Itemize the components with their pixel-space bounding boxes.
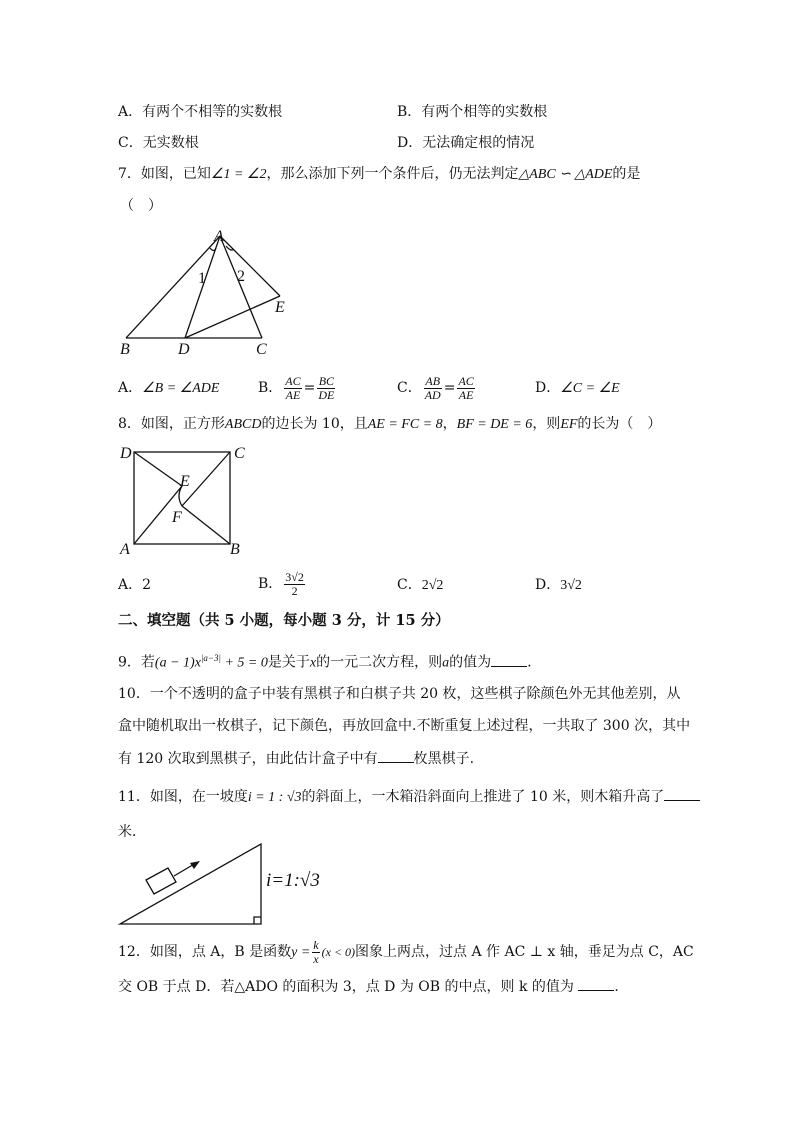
q7-option-a-text: ∠B = ∠ADE (142, 381, 220, 396)
q7-label-2: 2 (237, 268, 245, 285)
q7-stem-b: ，那么添加下列一个条件后，仍无法判定 (266, 166, 519, 182)
q7-option-c-frac-right: $\frac{AC}{AE}$ (458, 373, 474, 402)
q6-option-a: A．有两个不相等的实数根 (118, 104, 283, 120)
q8-label-b: B (230, 541, 240, 558)
q8-label-f: F (172, 509, 182, 526)
q7-option-b-frac-left: $\frac{AC}{AE}$ (285, 373, 301, 402)
q11-box (146, 868, 176, 894)
q8-option-a: A．2 (118, 577, 152, 593)
q11-figure (116, 836, 336, 932)
q8-label-c: C (234, 445, 245, 462)
q12-function-frac: $\frac{k}{x}$ (313, 937, 319, 966)
q11-right-angle-mark (254, 917, 261, 924)
q7-option-c-label: C． (397, 380, 422, 396)
q7-option-b-label: B． (258, 380, 283, 396)
q10-line-3: 有 120 次取到黑棋子，由此估计盒子中有 枚黑棋子. (118, 748, 474, 769)
q7-seg-ab (126, 236, 220, 338)
q9-stem: 9．若$(a - 1)x^{|a-3|} + 5 = 0$是关于x的一元二次方程，则a的值为 . (118, 653, 532, 671)
q11-arrowhead (190, 861, 200, 869)
q8-figure (116, 440, 256, 562)
q7-option-b: B． $\frac{AC}{AE}$ = $\frac{BC}{DE}$ (258, 373, 335, 402)
q8-option-b-frac: $\frac{3√2}{2}$ (285, 569, 304, 598)
q7-option-c-frac-left: $\frac{AB}{AD}$ (424, 373, 441, 402)
q7-label-b: B (120, 341, 130, 358)
q7-option-d-label: D． (535, 380, 561, 396)
q7-label-d: D (178, 341, 190, 358)
q6-option-c: C．无实数根 (118, 135, 199, 151)
q7-condition: ∠1 = ∠2 (210, 167, 267, 182)
section-heading-fill-in: 二、填空题（共 5 小题，每小题 3 分，计 15 分） (118, 612, 450, 629)
q6-option-b: B．有两个相等的实数根 (397, 104, 548, 120)
q8-stem: 8．如图，正方形ABCD的边长为 10，且AE = FC = 8，BF = DE = 6，则EF的长为（ ） (118, 416, 662, 432)
q7-seg-ad (185, 236, 220, 338)
q7-option-d-text: ∠C = ∠E (560, 381, 620, 396)
q12-answer-blank[interactable] (578, 976, 614, 991)
q7-figure (110, 226, 300, 358)
q9-expr: (a − 1)x (154, 655, 201, 671)
q11-slope: i = 1 : √3 (247, 790, 302, 805)
q11-slope-triangle (120, 844, 261, 924)
q8-option-b: B． $\frac{3√2}{2}$ (258, 569, 304, 598)
q6-option-d: D．无法确定根的情况 (397, 135, 535, 151)
q7-seg-ac (220, 236, 262, 338)
q8-option-d: D．3√2 (535, 577, 582, 593)
q7-stem-a: 7．如图，已知 (118, 166, 211, 182)
q8-option-d-text: 3√2 (560, 578, 582, 593)
q7-seg-de (185, 296, 280, 338)
q7-similar: △ABC ∽ △ADE (518, 167, 613, 182)
q7-seg-ae (220, 236, 280, 296)
q12-line-2: 交 OB 于点 D．若△ADO 的面积为 3，点 D 为 OB 的中点，则 k 的值为 ． (118, 976, 628, 997)
q8-cond-2: BF = DE = 6 (456, 417, 533, 432)
q11-line-2: 米． (118, 824, 146, 840)
q8-square: ABCD (224, 417, 262, 432)
q7-label-1: 1 (198, 270, 206, 287)
q8-seg-de (134, 452, 182, 486)
q8-cond-1: AE = FC = 8 (367, 417, 443, 432)
q7-stem (118, 164, 640, 185)
q8-option-c: C．2√2 (397, 577, 444, 593)
q8-seg-bf (182, 506, 230, 544)
q9-answer-blank[interactable] (491, 652, 527, 667)
q7-label-e: E (275, 299, 285, 316)
q7-stem-c: 的是 (612, 166, 641, 182)
q8-square-abcd (134, 452, 230, 544)
q10-line-1: 10．一个不透明的盒子中装有黑棋子和白棋子共 20 枚，这些棋子除颜色外无其他差别，从 (118, 686, 681, 702)
q8-label-e: E (180, 473, 190, 490)
q7-option-a-label: A． (118, 380, 143, 396)
q7-option-c: C． $\frac{AB}{AD}$ = $\frac{AC}{AE}$ (397, 373, 474, 402)
q7-option-b-frac-right: $\frac{BC}{DE}$ (318, 373, 335, 402)
q7-label-c: C (256, 341, 267, 358)
q10-line-2: 盒中随机取出一枚棋子，记下颜色，再放回盒中.不断重复上述过程，一共取了 300 次，其中 (118, 718, 691, 734)
q8-label-a: A (120, 541, 130, 558)
q12-stem: 12．如图，点 A，B 是函数y = $\frac{k}{x}$ (x < 0)图象上两点，过点 A 作 AC ⊥ x 轴，垂足为点 C，AC (118, 937, 694, 966)
q7-paren: （ ） (120, 198, 162, 214)
q7-option-d (535, 378, 620, 399)
q10-answer-blank[interactable] (378, 748, 414, 763)
q11-answer-blank[interactable] (664, 786, 700, 801)
q11-slope-label: i=1:√3 (266, 870, 320, 891)
q8-option-c-text: 2√2 (421, 578, 444, 593)
q7-label-a: A (214, 228, 224, 245)
q7-option-a (118, 378, 219, 399)
q8-label-d: D (120, 445, 132, 462)
q11-stem: 11．如图，在一坡度i = 1 : √3的斜面上，一木箱沿斜面向上推进了 10 米，则木箱升高了 (118, 786, 700, 808)
